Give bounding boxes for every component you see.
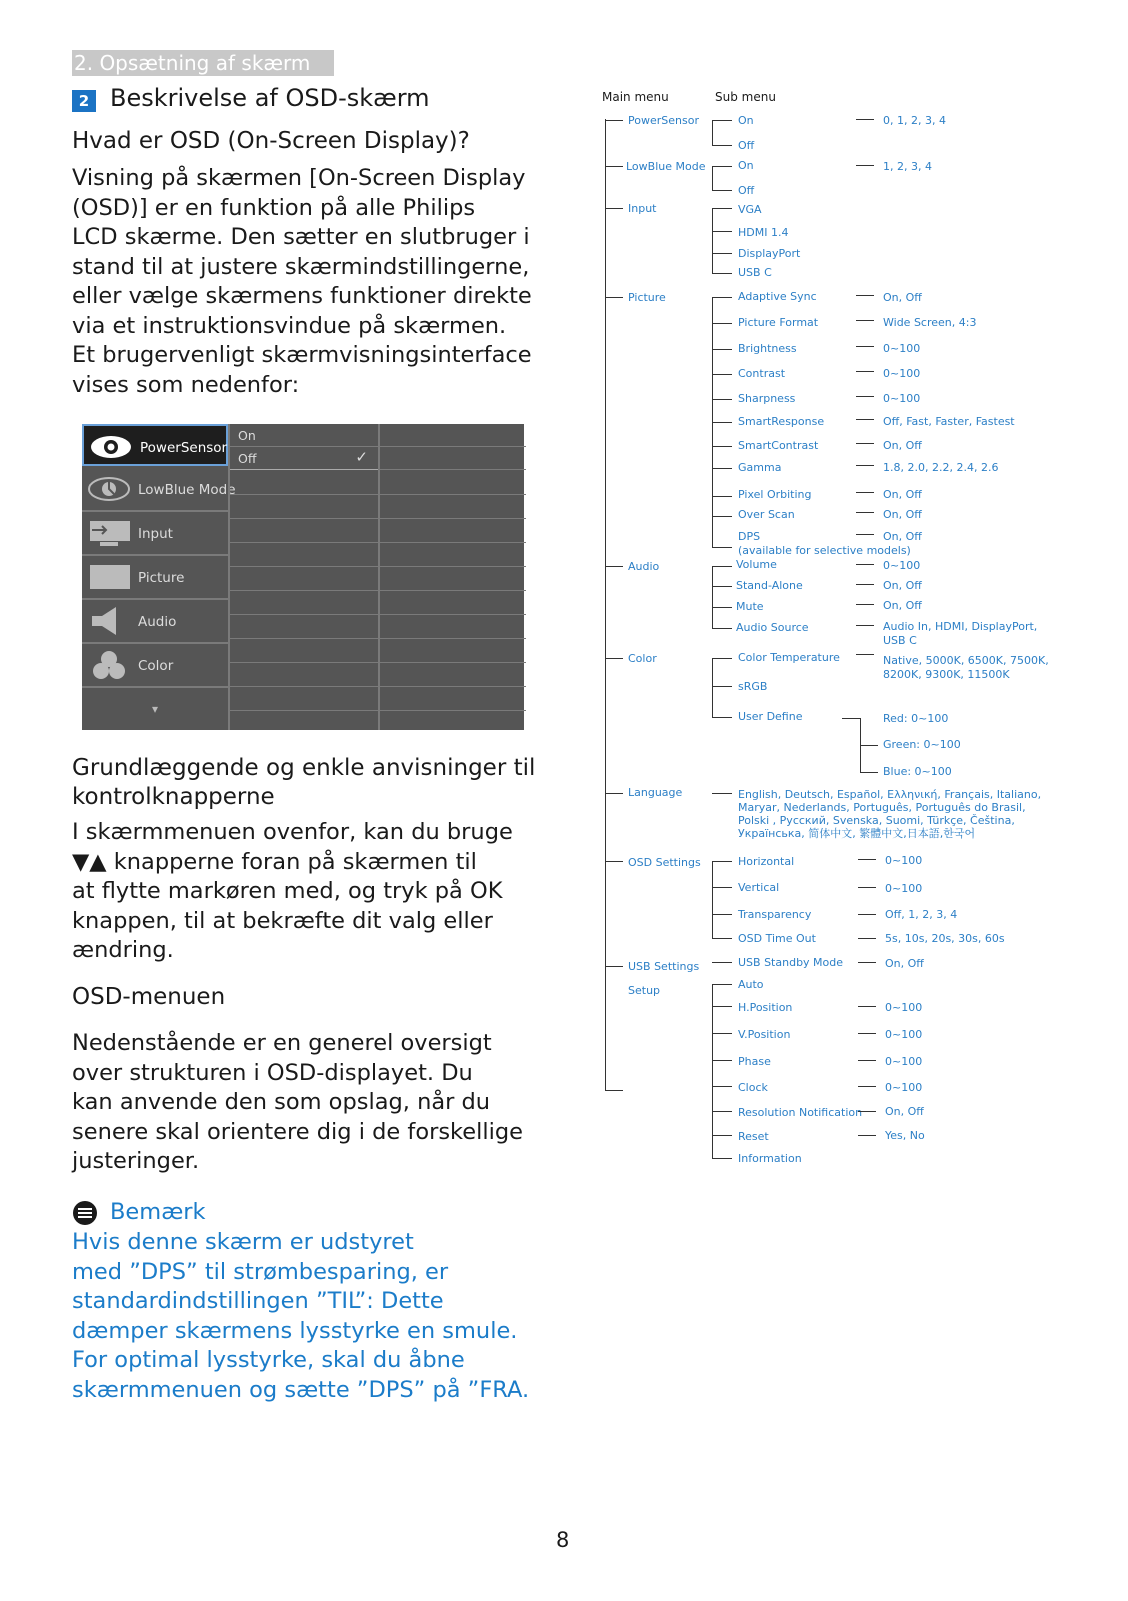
tree-main-usb-settings: USB Settings (628, 960, 700, 973)
osd-sub-label: Off (238, 451, 257, 466)
scroll-down-arrow: ▾ (152, 702, 159, 716)
tree-value: On, Off (885, 1105, 924, 1118)
tree-value: 0~100 (883, 342, 921, 355)
tree-value: 0~100 (885, 854, 923, 867)
osd-item-powersensor (82, 424, 228, 466)
value-line (856, 492, 874, 493)
value-line (858, 859, 876, 860)
tree-sub-item: Picture Format (738, 316, 819, 329)
value-line (858, 887, 876, 888)
tree-value: 0~100 (883, 559, 921, 572)
sub-branch-line (712, 1033, 732, 1034)
tree-value: 1, 2, 3, 4 (883, 160, 932, 173)
sub-branch-line (712, 686, 732, 687)
tree-sub-item: Vertical (738, 881, 780, 894)
sub-branch-line (712, 717, 732, 718)
value-line (856, 165, 874, 166)
tree-sub-item: Stand-Alone (736, 579, 803, 592)
value-line (858, 1135, 876, 1136)
osd-menu-heading: OSD-menuen (72, 984, 226, 1010)
tree-sub-item: H.Position (738, 1001, 793, 1014)
sub-branch-line (712, 547, 732, 548)
tree-sub-item: Phase (738, 1055, 771, 1068)
tree-value: 0~100 (885, 1055, 923, 1068)
sub-branch-line (712, 208, 732, 209)
tree-value: USB C (883, 634, 917, 647)
sub-branch-line (712, 607, 732, 608)
sub-branch-line (712, 190, 732, 191)
tree-value: Maryar, Nederlands, Português, Português do Brasil, (738, 801, 1026, 814)
sub-branch-line (712, 1006, 732, 1007)
sub-branch-line (712, 984, 732, 985)
sub-trunk-line (712, 566, 713, 628)
value-line (860, 772, 878, 773)
tree-sub-item: sRGB (738, 680, 768, 693)
osd-item-input (82, 512, 228, 556)
basic-instructions-paragraph (72, 818, 542, 966)
tree-value: 1.8, 2.0, 2.2, 2.4, 2.6 (883, 461, 999, 474)
tree-sub-item: Transparency (738, 908, 812, 921)
tree-main-picture: Picture (628, 291, 666, 304)
tree-value: On, Off (883, 439, 922, 452)
sub-branch-line (712, 446, 732, 447)
tree-sub-item: HDMI 1.4 (738, 226, 789, 239)
sub-branch-line (712, 1060, 732, 1061)
value-line (842, 718, 860, 719)
page-heading: Beskrivelse af OSD-skærm (110, 84, 430, 112)
osd-empty-row (380, 616, 526, 639)
osd-sub-label: On (238, 428, 256, 443)
branch-line (605, 658, 623, 659)
tree-main-input: Input (628, 202, 657, 215)
text-line: eller vælge skærmens funktioner direkte (72, 283, 532, 309)
text-line: Grundlæggende og enkle anvisninger til (72, 755, 536, 781)
osd-item-label: Color (138, 658, 174, 674)
value-line (856, 371, 874, 372)
value-line (856, 584, 874, 585)
text-line: med ”DPS” til strømbesparing, er (72, 1258, 449, 1285)
osd-empty-row (380, 568, 526, 591)
text-line: over strukturen i OSD-displayet. Du (72, 1059, 473, 1086)
osd-menu-paragraph (72, 1029, 542, 1177)
tree-value: English, Deutsch, Español, Ελληνική, Français, Italiano, (738, 788, 1042, 801)
value-line (858, 962, 876, 963)
osd-item-label: LowBlue Mode (138, 482, 236, 498)
osd-empty-row (230, 616, 380, 639)
tree-main-audio: Audio (628, 560, 660, 573)
osd-empty-row (230, 472, 380, 495)
input-icon (86, 518, 132, 548)
value-line (856, 465, 874, 466)
value-line (856, 654, 874, 655)
tree-value: Off, 1, 2, 3, 4 (885, 908, 958, 921)
value-line (856, 419, 874, 420)
tree-sub-item: DisplayPort (738, 247, 801, 260)
text-line: For optimal lysstyrke, skal du åbne (72, 1347, 465, 1373)
osd-empty-row (230, 664, 380, 687)
text-line: knappen, til at bekræfte dit valg eller (72, 907, 493, 934)
osd-empty-row (230, 640, 380, 663)
main-menu-header: Main menu (602, 90, 669, 104)
text-line: justeringer. (72, 1148, 200, 1174)
value-line (856, 320, 874, 321)
main-trunk-line (605, 119, 606, 1091)
speaker-icon (86, 606, 132, 636)
tree-value: 0~100 (885, 882, 923, 895)
sub-branch-line (712, 887, 732, 888)
tree-sub-item: Contrast (738, 367, 786, 380)
sub-branch-line (712, 496, 732, 497)
osd-empty-row (230, 520, 380, 543)
text-line: kan anvende den som opslag, når du (72, 1089, 491, 1115)
tree-value: On, Off (883, 488, 922, 501)
text-line: dæmper skærmens lysstyrke en smule. (72, 1317, 518, 1344)
text-line: I skærmmenuen ovenfor, kan du bruge (72, 819, 513, 845)
tree-sub-item: Adaptive Sync (738, 290, 817, 303)
sub-branch-line (712, 1158, 732, 1159)
sub-trunk-line (712, 166, 713, 190)
osd-empty-row (380, 688, 526, 711)
sub-branch-line (712, 231, 732, 232)
tree-value: On, Off (883, 579, 922, 592)
osd-item-audio (82, 600, 228, 644)
value-line (856, 396, 874, 397)
value-line (860, 745, 878, 746)
tree-main-lowblue: LowBlue Mode (626, 160, 706, 173)
branch-line (605, 861, 623, 862)
value-line (856, 295, 874, 296)
tree-value: 0~100 (885, 1001, 923, 1014)
tree-sub-item: Horizontal (738, 855, 795, 868)
tree-value: Wide Screen, 4:3 (883, 316, 977, 329)
tree-value: Blue: 0~100 (883, 765, 952, 778)
value-line (858, 1086, 876, 1087)
branch-line (605, 120, 623, 121)
tree-sub-item: Resolution Notification (738, 1106, 863, 1119)
tree-main-setup: Setup (628, 984, 661, 997)
sub-trunk-line (712, 208, 713, 273)
osd-empty-row (230, 568, 380, 591)
text-line: ▼▲ knapperne foran på skærmen til (72, 848, 477, 875)
tree-value: On, Off (883, 508, 922, 521)
tree-main-color: Color (628, 652, 657, 665)
value-line (856, 443, 874, 444)
tree-main-powersensor: PowerSensor (628, 114, 699, 127)
osd-empty-row (230, 496, 380, 519)
sub-trunk-line (712, 120, 713, 145)
sub-trunk-line (712, 861, 713, 938)
sub-trunk-line (712, 658, 713, 718)
sub-branch-line (712, 566, 732, 567)
value-line (856, 564, 874, 565)
text-line: Hvis denne skærm er udstyret (72, 1229, 414, 1255)
sub-branch-line (712, 793, 732, 794)
intro-paragraph (72, 164, 542, 400)
tree-value: 0~100 (883, 392, 921, 405)
text-line: standardindstillingen ”TIL”: Dette (72, 1288, 444, 1314)
tree-sub-item: VGA (738, 203, 762, 216)
note-icon (72, 1200, 98, 1226)
tree-sub-item: Off (738, 139, 755, 152)
osd-item-lowblue (82, 468, 236, 512)
section-number-badge: 2 (72, 90, 96, 112)
osd-item-label: Picture (138, 570, 185, 586)
osd-empty-row (230, 592, 380, 615)
tree-value: On, Off (883, 599, 922, 612)
value-line (858, 1033, 876, 1034)
sub-branch-line (712, 516, 732, 517)
sub-branch-line (712, 166, 732, 167)
tree-sub-item: V.Position (738, 1028, 791, 1041)
dps-note: (available for selective models) (738, 544, 911, 557)
tree-sub-item: On (738, 159, 754, 172)
osd-empty-row (380, 472, 526, 495)
tree-main-osd-settings: OSD Settings (628, 856, 701, 869)
tree-value: 5s, 10s, 20s, 30s, 60s (885, 932, 1005, 945)
text-line: senere skal orientere dig i de forskellige (72, 1118, 524, 1145)
tree-value: Red: 0~100 (883, 712, 949, 725)
branch-line (605, 297, 623, 298)
osd-sub-on (230, 424, 380, 447)
tree-sub-item: SmartResponse (738, 415, 825, 428)
osd-question-heading: Hvad er OSD (On-Screen Display)? (72, 128, 470, 154)
color-icon (86, 650, 132, 680)
osd-empty-row (380, 544, 526, 567)
sub-branch-line (712, 399, 732, 400)
value-line (858, 1006, 876, 1007)
osd-empty-row (230, 544, 380, 567)
text-line: vises som nedenfor: (72, 371, 300, 398)
branch-line (605, 966, 623, 967)
tree-sub-item: Reset (738, 1130, 769, 1143)
tree-sub-item: Off (738, 184, 755, 197)
text-line: Nedenstående er en generel oversigt (72, 1030, 492, 1056)
osd-menu-tree (600, 86, 1100, 1196)
sub-menu-header: Sub menu (715, 90, 776, 104)
tree-sub-item: On (738, 114, 754, 127)
branch-line (605, 166, 623, 167)
tree-value: 0~100 (885, 1081, 923, 1094)
value-line (858, 914, 876, 915)
text-line: ændring. (72, 937, 174, 963)
value-line (856, 346, 874, 347)
tree-value: Українська, 简体中文, 繁體中文,日本語,한국어 (738, 827, 976, 840)
tree-sub-item: DPS (738, 530, 761, 543)
sub-branch-line (712, 297, 732, 298)
tree-sub-item: Pixel Orbiting (738, 488, 812, 501)
sub-branch-line (712, 253, 732, 254)
sub-branch-line (712, 374, 732, 375)
tree-sub-item: SmartContrast (738, 439, 819, 452)
osd-item-picture (82, 556, 228, 600)
text-line: Visning på skærmen [On-Screen Display (72, 165, 526, 191)
tree-sub-item: User Define (738, 710, 803, 723)
check-icon: ✓ (355, 448, 368, 466)
osd-empty-row (380, 424, 526, 447)
tree-value: On, Off (885, 957, 924, 970)
picture-icon (86, 562, 132, 592)
osd-empty-row (380, 520, 526, 543)
osd-empty-row (380, 447, 526, 470)
value-line (858, 1060, 876, 1061)
sub-branch-line (712, 273, 732, 274)
sub-branch-line (712, 349, 732, 350)
branch-line (605, 208, 623, 209)
sub-branch-line (712, 120, 732, 121)
text-line: kontrolknapperne (72, 784, 275, 810)
sub-branch-line (712, 914, 732, 915)
page-number: 8 (556, 1528, 570, 1552)
sub-trunk-line (712, 984, 713, 1158)
tree-sub-item: Information (738, 1152, 802, 1165)
sub-branch-line (712, 938, 732, 939)
tree-value: 0~100 (883, 367, 921, 380)
tree-sub-item: Mute (736, 600, 764, 613)
tree-main-language: Language (628, 786, 683, 799)
tree-sub-item: Sharpness (738, 392, 796, 405)
tree-value: 0~100 (885, 1028, 923, 1041)
tree-sub-item: Auto (738, 978, 764, 991)
tree-sub-item: Color Temperature (738, 651, 840, 664)
osd-empty-row (230, 688, 380, 711)
text-line: skærmmenuen og sætte ”DPS” på ”FRA. (72, 1376, 530, 1403)
tree-value: 0, 1, 2, 3, 4 (883, 114, 946, 127)
value-line (856, 119, 874, 120)
sub-branch-line (712, 658, 732, 659)
text-line: Et brugervenligt skærmvisningsinterface (72, 342, 532, 368)
osd-screenshot (82, 424, 524, 730)
branch-line (605, 1090, 623, 1091)
sub-branch-line (712, 628, 732, 629)
value-line (858, 1111, 876, 1112)
lowblue-icon (86, 474, 132, 504)
tree-value: Yes, No (885, 1129, 925, 1142)
tree-sub-item: Gamma (738, 461, 782, 474)
tree-value: Native, 5000K, 6500K, 7500K, (883, 654, 1049, 667)
osd-item-label: Audio (138, 614, 177, 630)
tree-sub-item: Audio Source (736, 621, 809, 634)
note-title: Bemærk (110, 1199, 206, 1225)
tree-sub-item: Clock (738, 1081, 768, 1094)
osd-empty-row (380, 592, 526, 615)
osd-sub-off (230, 447, 380, 470)
sub-branch-line (712, 1135, 732, 1136)
tree-value: Audio In, HDMI, DisplayPort, (883, 620, 1038, 633)
tree-value: Green: 0~100 (883, 738, 961, 751)
sub-branch-line (712, 422, 732, 423)
tree-sub-item: Volume (736, 558, 777, 571)
text-line: (OSD)] er en funktion på alle Philips (72, 194, 476, 221)
sub-branch-line (712, 586, 732, 587)
note-paragraph (72, 1228, 542, 1405)
osd-item-label: Input (138, 526, 173, 542)
osd-item-label: PowerSensor (140, 440, 228, 456)
text-line: stand til at justere skærmindstillingerne, (72, 253, 530, 280)
sub-branch-line (712, 962, 732, 963)
tree-value: 8200K, 9300K, 11500K (883, 668, 1010, 681)
osd-empty-row (380, 496, 526, 519)
sub-branch-line (712, 145, 732, 146)
tree-sub-item: Over Scan (738, 508, 795, 521)
sub-branch-line (712, 1111, 732, 1112)
sub-branch-line (712, 861, 732, 862)
osd-empty-row (380, 640, 526, 663)
value-line (858, 938, 876, 939)
sub-branch-line (712, 468, 732, 469)
tree-sub-item: USB C (738, 266, 772, 279)
value-line (856, 534, 874, 535)
value-line (856, 604, 874, 605)
branch-line (605, 566, 623, 567)
tree-sub-item: USB Standby Mode (738, 956, 844, 969)
osd-submenu-column (228, 424, 380, 730)
tree-value: On, Off (883, 530, 922, 543)
tree-sub-item: Brightness (738, 342, 797, 355)
text-line: LCD skærme. Den sætter en slutbruger i (72, 224, 530, 250)
tree-value: Off, Fast, Faster, Fastest (883, 415, 1015, 428)
tree-value: Polski , Русский, Svenska, Suomi, Türkçe, Čeština, (738, 814, 1015, 827)
osd-value-column (378, 424, 526, 730)
value-line (856, 625, 874, 626)
basic-instructions-heading (72, 754, 535, 812)
eye-icon (88, 432, 134, 462)
branch-line (605, 793, 623, 794)
osd-item-color (82, 644, 228, 688)
section-tab: 2. Opsætning af skærm (72, 50, 334, 76)
sub-branch-line (712, 1086, 732, 1087)
sub-branch-line (712, 323, 732, 324)
text-line: via et instruktionsvindue på skærmen. (72, 312, 507, 339)
tree-value: On, Off (883, 291, 922, 304)
text-line: at flytte markøren med, og tryk på OK (72, 878, 503, 904)
tree-sub-item: OSD Time Out (738, 932, 816, 945)
value-line (856, 512, 874, 513)
osd-empty-row (380, 664, 526, 687)
